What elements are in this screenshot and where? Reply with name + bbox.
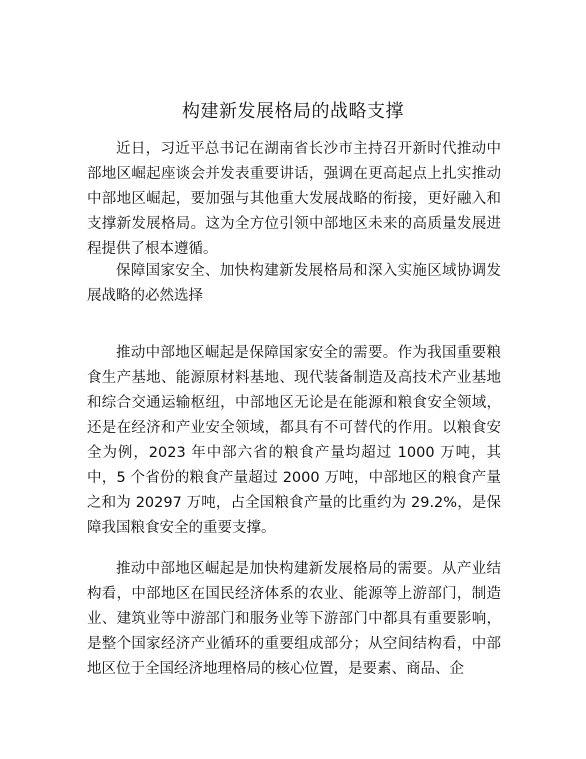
article-title: 构建新发展格局的战略支撑 bbox=[182, 101, 404, 122]
paragraph-new-development-pattern: 推动中部地区崛起是加快构建新发展格局的需要。从产业结构看，中部地区在国民经济体系的农业、能源等上游部门，制造业、建筑业等中游部门和服务业等下游部门中都具有重要影响，是整个国家经济产业循环的重要组成部分；从空间结构看，中部地区位于全国经济地理格局的核心位置，是要素、商品、企 bbox=[87, 561, 501, 677]
paragraph-intro: 近日，习近平总书记在湖南省长沙市主持召开新时代推动中部地区崛起座谈会并发表重要讲话，强调在更高起点上扎实推动中部地区崛起，要加强与其他重大发展战略的衔接，更好融入和支撑新发展格局。这为全方位引领中部地区未来的高质量发展进程提供了根本遵循。 bbox=[87, 141, 501, 257]
paragraph-national-security: 推动中部地区崛起是保障国家安全的需要。作为我国重要粮食生产基地、能源原材料基地、现代装备制造及高技术产业基地和综合交通运输枢纽，中部地区无论是在能源和粮食安全领域，还是在经济和产业安全领域，都具有不可替代的作用。以粮食安全为例，2023 年中部六省的粮食产量均超过 1000 万吨，其中，5 个省份的粮食产量超过 2000 万吨，中部地区的粮食产量之和为 20297 万吨，占全国粮食产量的比重约为 29.2%，是保障我国粮食安全的重要支撑。 bbox=[87, 345, 501, 536]
section-heading: 保障国家安全、加快构建新发展格局和深入实施区域协调发展战略的必然选择 bbox=[87, 263, 501, 304]
